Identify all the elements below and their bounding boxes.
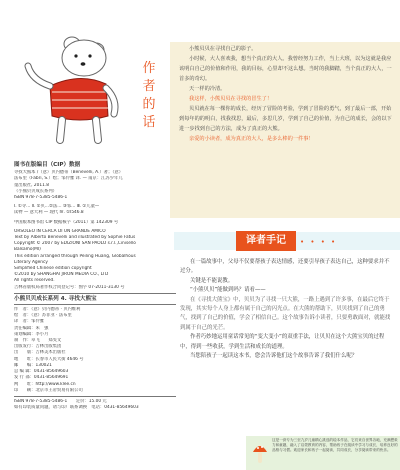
- cip-line: 童出版社, 2011.8: [14, 182, 49, 188]
- notes-paragraph: 关键是不能说教。: [190, 277, 234, 284]
- imprint-line: 策划编辑：李小月: [14, 331, 49, 337]
- imprint-line: 印 刷：北京市王帝贸易有限公司: [14, 387, 83, 393]
- imprint-line: 责任编辑：朱 强: [14, 325, 49, 331]
- mushroom-icon: [252, 440, 268, 466]
- imprint-line: 制 作：卓飞 郑雯文: [14, 338, 62, 344]
- translator-notes: [180, 258, 392, 361]
- cip-line: This edition arranged through Peiling Huang, Globalhous: [14, 253, 136, 259]
- cip-line: Ⅰ. ①寻… Ⅱ. ①贝…②法… ③邹… Ⅲ. ①儿童—: [14, 204, 100, 210]
- isbn-price: ISBN 978-7-5385-5486-1 定价：15.00 元: [14, 398, 107, 404]
- imprint-line: 出 版：吉林美术出版社: [14, 350, 66, 356]
- notes-ending: 当您陪孩子一起读这本书，您会告诉他们这个故事告诉了我们什么呢？: [190, 353, 358, 360]
- author-title: 作者的话: [142, 61, 156, 130]
- imprint-line: 绘 者：（意）苏菲亚 · 法布里: [14, 313, 72, 319]
- letter-paragraph: 小熊贝贝在寻找自己的影子。: [189, 46, 257, 52]
- cip-title: 图书在版编目（CIP）数据: [14, 162, 81, 168]
- letter-paragraph: 小时候，大人喜欢我，想当个真正的大人。我曾经努力工作，当上大班，以为这就是我应该明白自己的价值和作用，我的目标，心里却不这么想。当时的我脚踏，当个真正的大人，一首多的奇幻。: [179, 56, 392, 82]
- notes-title: 译者手记: [236, 231, 296, 251]
- imprint-line: 总 编 辑：0431-85649603: [14, 369, 69, 375]
- info-text: 这是一套专为三至九岁儿童精心挑选的绘本作品，它们来自世界各地，充满想象力和童趣，融入了启蒙教育的内容，帮助孩子在阅读中学习与成长，培养良好的品格与习惯。欢迎家长和孩子一起阅读，共同成长，分享阅读带来的快乐。: [272, 438, 398, 453]
- cip-line: All rights reserved.: [14, 278, 55, 284]
- letter-paragraph: 贝贝就在每一棵你的成长，经历了冒险的考验，学到了冒险的勇气，到了最后一部，开始到每年的的明白，找我找思，最后，多思几岁，学到了自己的价值，为自己的成长，会的以下进一步找到自己的方法，成为了真正的大熊。: [179, 106, 392, 132]
- cip-block: [14, 162, 176, 411]
- cip-line: ISBN 978-7-5385-5486-1: [14, 195, 68, 201]
- notes-paragraph: 作者巧妙地运用童话常见的“变大变小”的双重手法，让贝贝在这个大熊宝贝的过程中，得到一些收获，学到生活和成长的道理。: [180, 334, 385, 350]
- cip-line: 寻找大熊本 /（意）贝内德蒂（Benevelli, A.）著；（意）: [14, 170, 123, 176]
- letter-paragraph: 天一样的冷清。: [189, 86, 226, 92]
- cip-line: 法布里（Fabri, S.）绘；邹伶雅 译. — 南京：江苏少年儿: [14, 176, 123, 182]
- imprint-line: 发 行 部：0431-85649691: [14, 375, 69, 381]
- imprint-line: 作 者：（意）贝内德蒂 · 贝内维利: [14, 307, 81, 313]
- imprint-line: 出版发行：吉林出版集团: [14, 344, 62, 350]
- cip-line: Text by Alberto Benevelli and illustrated by Sophie Fatus: [14, 235, 136, 241]
- cip-line: 读物 — 意大利 — 现代 Ⅳ. ①I546.8: [14, 210, 84, 216]
- book-title: 小熊贝贝成长系列 4. 寻找大熊宝: [14, 295, 97, 302]
- cip-line: Balsamo(MI): [14, 247, 41, 253]
- cip-line: Literary Agency: [14, 259, 48, 265]
- imprint-line: 地 址：长春市人民大街 4646 号: [14, 356, 84, 362]
- author-letter: [179, 44, 393, 144]
- cip-line: Copyright © 2007 by EDIZIONI SAN PAOLO s.r.l.,Cinisello: [14, 241, 136, 247]
- notes-paragraph: 在一篇故事中，父母不仅要帮孩子表达情感，还要引导孩子表达自己，这种要求并不过分。: [180, 259, 390, 275]
- hotline: 如有印装质量问题，请与印厂联系调换 电话：0431-85649603: [14, 405, 139, 411]
- letter-closing: 亲爱的小读者，成为真正的大人，是多么棒的一件事！: [189, 136, 314, 142]
- imprint-line: 邮 编：130021: [14, 362, 52, 368]
- notes-paragraph: 在《寻找大熊宝》中，贝贝为了寻找一只大熊，一路上遇到了许多事，在最后它终于发现，其实每个人身上都有属于自己的闪光点。在大熊的帮助下，贝贝找到了自己的勇气，找到了自己的价值，学会了相信自己。这个故事告诉小读者，只要勇敢面对，就能找到属于自己的光芒。: [180, 296, 391, 331]
- cip-line: （小熊贝贝成长系列）: [14, 188, 57, 194]
- cip-line: 中国版本图书馆 CIP 数据核字（2011）第 142309 号: [14, 219, 119, 225]
- letter-paragraph: 我这样，小熊贝贝在寻找的冒生了！: [189, 96, 273, 102]
- notes-paragraph: “小熊贝贝”能做到吗？请看——: [190, 287, 266, 294]
- imprint-line: 网 址：http://www.klee.cn: [14, 381, 76, 387]
- cip-line: Simplified Chinese edition copyright: [14, 266, 92, 272]
- cip-line: ORSOLEO IN CERCA DI UN GRANDE AMICO: [14, 228, 106, 234]
- cip-line: 吉林省版权局著作权合同登记号：图字 07-2011-3130 号: [14, 284, 125, 290]
- cip-line: ©2010 by SHANGHAI JIRON MEDIA CO., LTD: [14, 272, 109, 278]
- banner-dots: • • • •: [300, 238, 338, 246]
- imprint-line: 译 者：邹伶雅: [14, 319, 45, 325]
- bear-illustration: [10, 28, 122, 148]
